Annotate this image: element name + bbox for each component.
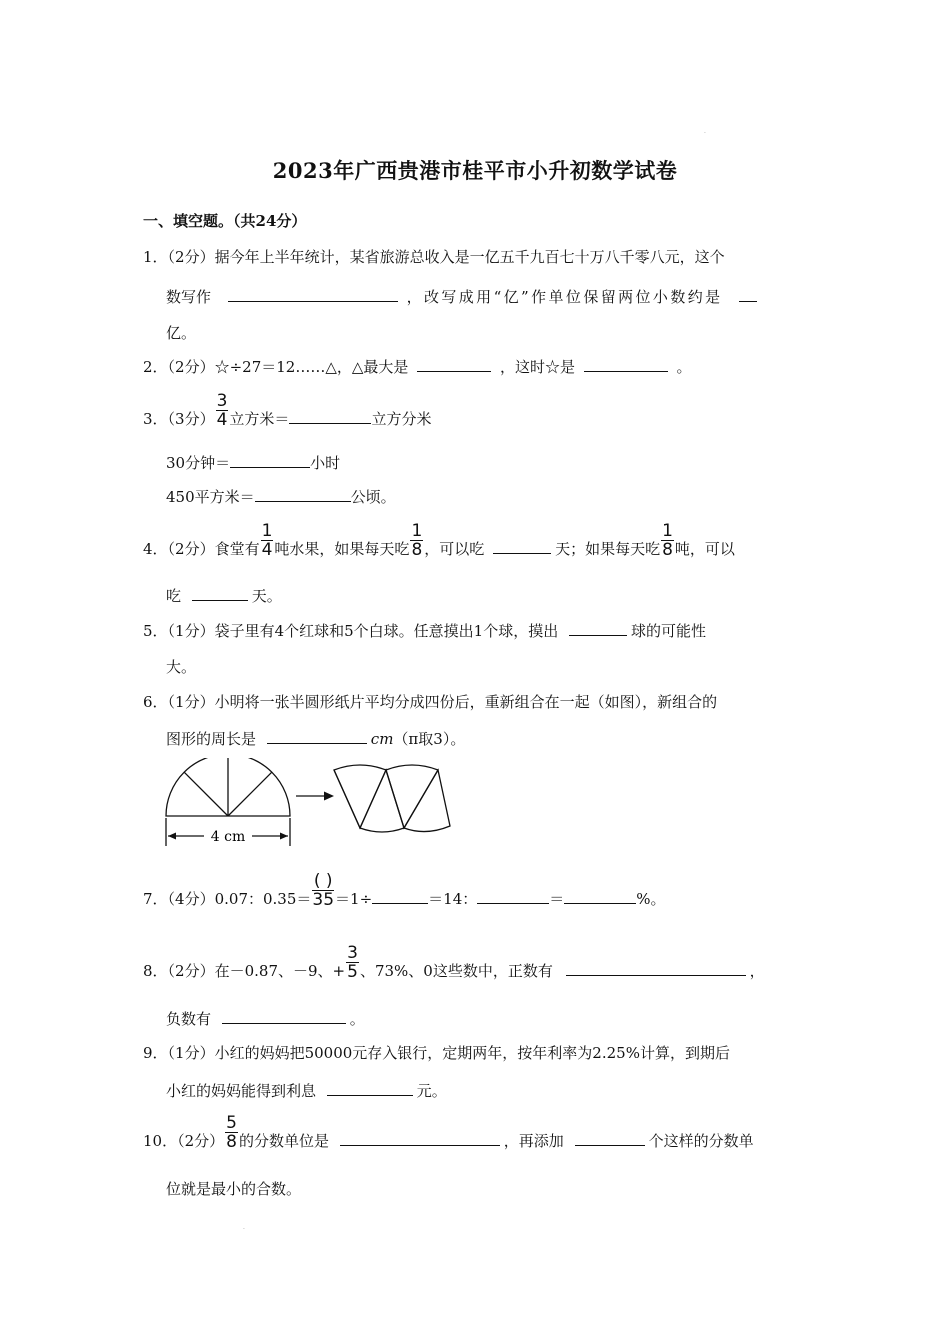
q1-text-b: ，改写成用“亿”作单位保留两位小数约是 xyxy=(406,288,723,306)
q8-blank-negative[interactable] xyxy=(222,1009,346,1024)
q6-blank[interactable] xyxy=(267,729,367,744)
dimension-arrow-right-icon xyxy=(280,833,288,840)
q7-fraction xyxy=(312,872,334,909)
q8-l2-a: 负数有 xyxy=(166,1010,212,1028)
q6-l2-c: （π取3）。 xyxy=(393,730,466,748)
q10-fraction xyxy=(225,1114,238,1151)
q10-line1 xyxy=(143,1114,754,1151)
q10-fraction-den: 8 xyxy=(226,1132,237,1152)
q8-text-a: 8．（2分）在－0.87、－9、 xyxy=(143,962,333,980)
q3-l2-b: 小时 xyxy=(310,454,341,472)
q2-line xyxy=(143,356,692,377)
q7-blank-3[interactable] xyxy=(564,889,636,904)
q10-blank-unit[interactable] xyxy=(340,1131,500,1146)
q5-line1 xyxy=(143,620,706,641)
q10-text-c: ，再添加 xyxy=(503,1132,564,1150)
q2-text-b: ，这时☆是 xyxy=(499,358,575,376)
q8-fraction xyxy=(346,944,359,981)
q4-line1 xyxy=(143,522,735,559)
q8-line2 xyxy=(166,1008,365,1029)
q4-f3-num: 1 xyxy=(662,521,673,541)
q1-blank-approx[interactable] xyxy=(739,287,757,302)
q8-l2-b: 。 xyxy=(349,1010,365,1028)
q8-fraction-num: 3 xyxy=(347,943,358,963)
q3-text-c: 立方分米 xyxy=(371,410,432,428)
q3-text-b: 立方米＝ xyxy=(229,410,290,428)
q3-fraction-num: 3 xyxy=(216,391,228,411)
q8-fraction-den: 5 xyxy=(347,962,358,982)
q10-text-b: 的分数单位是 xyxy=(238,1132,329,1150)
q5-blank[interactable] xyxy=(569,621,627,636)
q1-blank-number[interactable] xyxy=(228,287,398,302)
q10-blank-count[interactable] xyxy=(575,1131,645,1146)
q1-line3: 亿。 xyxy=(166,324,197,342)
q4-text-b: 吨水果，如果每天吃 xyxy=(274,540,410,558)
q3-l2-a: 30分钟＝ xyxy=(166,454,231,472)
q4-f1-num: 1 xyxy=(261,521,273,541)
q4-text-c: ，可以吃 xyxy=(424,540,485,558)
q8-blank-positive[interactable] xyxy=(566,961,746,976)
q6-line1: 6．（1分）小明将一张半圆形纸片平均分成四份后，重新组合在一起（如图），新组合的 xyxy=(143,693,718,711)
sector-piece-1 xyxy=(334,765,386,828)
q7-line xyxy=(143,872,666,909)
semicircle-divider-1 xyxy=(184,772,228,816)
q4-fraction-1 xyxy=(261,522,274,559)
q7-text-e: %。 xyxy=(636,890,666,908)
q3-line3 xyxy=(166,486,396,507)
q9-blank[interactable] xyxy=(327,1081,413,1096)
scan-mark-bottom: · xyxy=(243,1226,245,1233)
q7-blank-1[interactable] xyxy=(372,889,428,904)
q3-blank-2[interactable] xyxy=(230,453,310,468)
q3-blank-3[interactable] xyxy=(255,487,351,502)
page-title: 2023年广西贵港市桂平市小升初数学试卷 xyxy=(272,158,678,183)
q7-text-d: ＝ xyxy=(549,890,565,908)
q8-text-c: ， xyxy=(749,962,765,980)
q6-unit: cm xyxy=(370,730,394,748)
q4-fraction-3 xyxy=(661,522,674,559)
q1-line1: 1．（2分）据今年上半年统计，某省旅游总收入是一亿五千九百七十万八千零八元，这个 xyxy=(143,248,725,266)
q10-text-a: 10．（2分） xyxy=(143,1132,225,1150)
q9-line1: 9．（1分）小红的妈妈把50000元存入银行，定期两年，按年利率为2.25%计算，到期后 xyxy=(143,1044,730,1062)
figure-dimension-label: 4 cm xyxy=(210,829,246,845)
scan-mark: · xyxy=(704,130,706,137)
q4-text-e: 吨，可以 xyxy=(674,540,735,558)
q9-l2-a: 小红的妈妈能得到利息 xyxy=(166,1082,317,1100)
q4-text-a: 4．（2分）食堂有 xyxy=(143,540,260,558)
q10-line2: 位就是最小的合数。 xyxy=(166,1180,302,1198)
q3-blank-1[interactable] xyxy=(289,409,371,424)
q2-blank-triangle[interactable] xyxy=(417,357,491,372)
q8-sign: + xyxy=(332,962,346,980)
q10-fraction-num: 5 xyxy=(226,1113,237,1133)
q8-line1 xyxy=(143,944,765,981)
q4-l2-b: 天。 xyxy=(251,587,282,605)
q7-blank-2[interactable] xyxy=(477,889,549,904)
sector-piece-3 xyxy=(386,765,438,828)
q4-text-d: 天；如果每天吃 xyxy=(555,540,661,558)
q6-line2 xyxy=(166,728,465,749)
q7-text-a: 7．（4分）0.07：0.35＝ xyxy=(143,890,312,908)
dimension-arrow-left-icon xyxy=(168,833,176,840)
q2-text-c: 。 xyxy=(676,358,692,376)
q3-fraction-den: 4 xyxy=(216,410,228,430)
q7-fraction-den: 35 xyxy=(312,890,335,910)
q7-text-b: ＝1÷ xyxy=(335,890,373,908)
q2-blank-star[interactable] xyxy=(584,357,668,372)
sector-edge-left xyxy=(334,770,360,828)
sector-piece-4 xyxy=(404,770,450,832)
q4-f2-num: 1 xyxy=(411,521,423,541)
semicircle-divider-3 xyxy=(228,772,272,816)
transform-arrow-head-icon xyxy=(324,792,334,801)
q9-line2 xyxy=(166,1080,447,1101)
q3-l3-b: 公顷。 xyxy=(350,488,396,506)
q5-text-b: 球的可能性 xyxy=(631,622,707,640)
semicircle-figure xyxy=(160,758,460,850)
q4-blank-1[interactable] xyxy=(493,539,551,554)
q4-l2-a: 吃 xyxy=(166,587,182,605)
q3-fraction xyxy=(216,392,229,429)
q7-fraction-num[interactable]: ( ) xyxy=(313,871,333,891)
q5-line2: 大。 xyxy=(166,658,197,676)
sector-piece-2 xyxy=(360,770,404,832)
q4-fraction-2 xyxy=(410,522,423,559)
q3-l3-a: 450平方米＝ xyxy=(166,488,255,506)
q4-f2-den: 8 xyxy=(411,540,423,560)
q7-text-c: ＝14： xyxy=(428,890,478,908)
q4-f1-den: 4 xyxy=(261,540,273,560)
q10-text-d: 个这样的分数单 xyxy=(648,1132,754,1150)
q3-text-a: 3．（3分） xyxy=(143,410,215,428)
section-heading: 一、填空题。（共24分） xyxy=(143,212,307,230)
q1-text-a: 数写作 xyxy=(166,288,212,306)
q4-blank-2[interactable] xyxy=(192,586,248,601)
q1-line2 xyxy=(166,286,808,307)
q3-line1 xyxy=(143,392,431,429)
q5-text-a: 5．（1分）袋子里有4个红球和5个白球。任意摸出1个球，摸出 xyxy=(143,622,559,640)
q4-f3-den: 8 xyxy=(662,540,673,560)
q6-l2-a: 图形的周长是 xyxy=(166,730,257,748)
q3-line2 xyxy=(166,452,340,473)
q4-line2 xyxy=(166,585,282,606)
q2-text-a: 2．（2分）☆÷27＝12……△，△最大是 xyxy=(143,358,409,376)
q9-l2-b: 元。 xyxy=(416,1082,447,1100)
q8-text-b: 、73%、0这些数中，正数有 xyxy=(359,962,553,980)
